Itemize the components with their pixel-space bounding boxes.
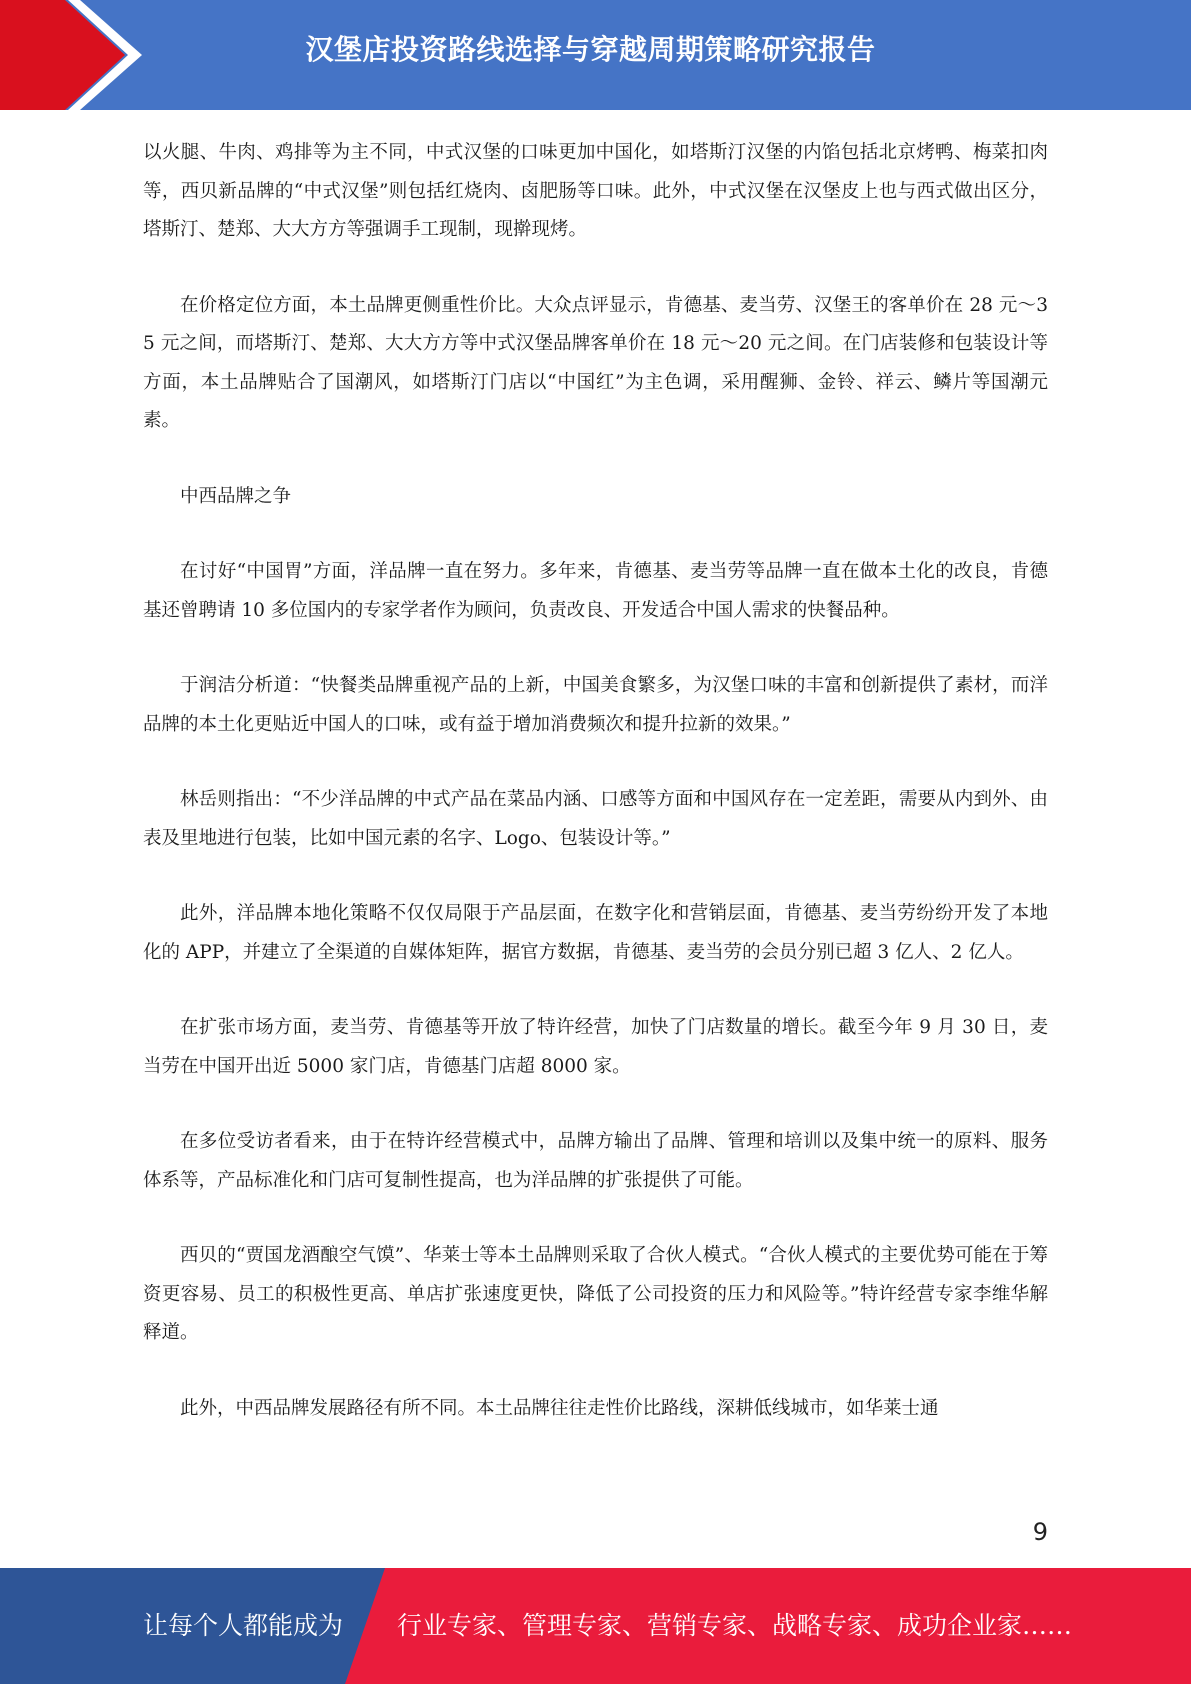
paragraph-9: 西贝的“贾国龙酒酿空气馍”、华莱士等本土品牌则采取了合伙人模式。“合伙人模式的主要优势可能在于筹资更容易、员工的积极性更高、单店扩张速度更快，降低了公司投资的压力和风险等。”特许经营专家李维华解释道。 [143, 1245, 1048, 1343]
paragraph-5: 林岳则指出：“不少洋品牌的中式产品在菜品内涵、口感等方面和中国风存在一定差距，需要从内到外、由表及里地进行包装，比如中国元素的名字、Logo、包装设计等。” [143, 789, 1048, 849]
footer-slogan-right: 行业专家、管理专家、营销专家、战略专家、成功企业家…… [397, 1611, 1073, 1640]
paragraph-10: 此外，中西品牌发展路径有所不同。本土品牌往往走性价比路线，深耕低线城市，如华莱士通 [180, 1397, 939, 1419]
paragraph-7: 在扩张市场方面，麦当劳、肯德基等开放了特许经营，加快了门店数量的增长。截至今年 9 月 30 日，麦当劳在中国开出近 5000 家门店，肯德基门店超 8000 家。 [143, 1017, 1048, 1077]
section-heading: 中西品牌之争 [180, 485, 292, 507]
page-header [0, 0, 1191, 110]
paragraph-1: 以火腿、牛肉、鸡排等为主不同，中式汉堡的口味更加中国化，如塔斯汀汉堡的内馅包括北京烤鸭、梅菜扣肉等，西贝新品牌的“中式汉堡”则包括红烧肉、卤肥肠等口味。此外，中式汉堡在汉堡皮上也与西式做出区分，塔斯汀、楚郑、大大方方等强调手工现制，现擀现烤。 [143, 142, 1048, 240]
paragraph-6: 此外，洋品牌本地化策略不仅仅局限于产品层面，在数字化和营销层面，肯德基、麦当劳纷纷开发了本地化的 APP，并建立了全渠道的自媒体矩阵，据官方数据，肯德基、麦当劳的会员分别已超 3 亿人、2 亿人。 [143, 903, 1048, 963]
paragraph-2: 在价格定位方面，本土品牌更侧重性价比。大众点评显示，肯德基、麦当劳、汉堡王的客单价在 28 元～35 元之间，而塔斯汀、楚郑、大大方方等中式汉堡品牌客单价在 18 元～20 元之间。在门店装修和包装设计等方面，本土品牌贴合了国潮风，如塔斯汀门店以“中国红”为主色调，采用醒狮、金铃、祥云、鳞片等国潮元素。 [143, 294, 1048, 431]
report-title: 汉堡店投资路线选择与穿越周期策略研究报告 [305, 33, 876, 66]
page-number: 9 [1032, 1518, 1048, 1546]
page-footer [0, 1568, 1191, 1684]
footer-slogan-left: 让每个人都能成为 [143, 1611, 344, 1640]
paragraph-4: 于润洁分析道：“快餐类品牌重视产品的上新，中国美食繁多，为汉堡口味的丰富和创新提供了素材，而洋品牌的本土化更贴近中国人的口味，或有益于增加消费频次和提升拉新的效果。” [143, 675, 1048, 735]
paragraph-3: 在讨好“中国胃”方面，洋品牌一直在努力。多年来，肯德基、麦当劳等品牌一直在做本土化的改良，肯德基还曾聘请 10 多位国内的专家学者作为顾问，负责改良、开发适合中国人需求的快餐品种。 [143, 561, 1048, 621]
article-body [143, 134, 1048, 1465]
paragraph-8: 在多位受访者看来，由于在特许经营模式中，品牌方输出了品牌、管理和培训以及集中统一的原料、服务体系等，产品标准化和门店可复制性提高，也为洋品牌的扩张提供了可能。 [143, 1131, 1048, 1191]
